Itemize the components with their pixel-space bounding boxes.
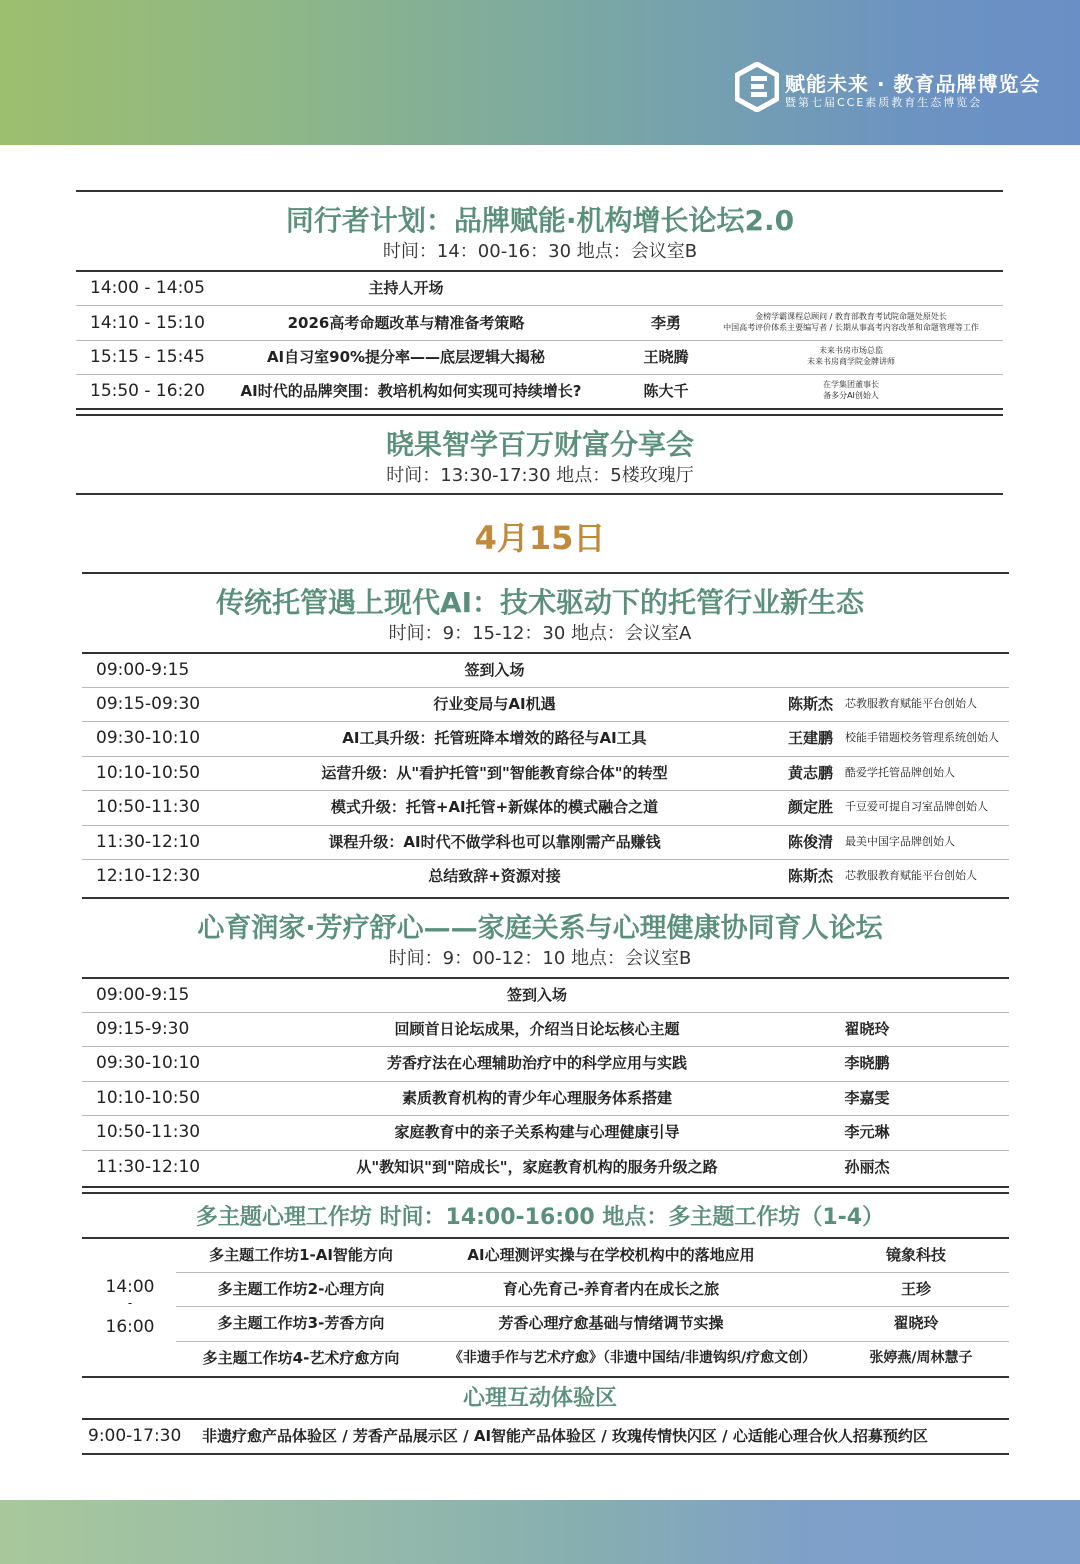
divider — [82, 572, 1009, 574]
row-topic: 2026高考命题改革与精准备考策略 — [287, 314, 525, 332]
row-time: 10:50-11:30 — [96, 1122, 201, 1142]
row-speaker: 李晓鹏 — [844, 1054, 890, 1072]
table-row — [82, 687, 1009, 721]
speaker-title: 未来书房市场总监 — [819, 346, 883, 355]
divider — [76, 493, 1003, 495]
row-time: 15:15 - 15:45 — [90, 347, 205, 367]
speaker-title: 最美中国字品牌创始人 — [845, 835, 955, 848]
section3-title: 传统托管遇上现代AI：技术驱动下的托管行业新生态 — [215, 586, 865, 619]
logo-hexagon-icon — [735, 62, 779, 112]
row-topic: 课程升级：AI时代不做学科也可以靠刚需产品赚钱 — [328, 833, 661, 851]
speaker-title: 酷爱学托管品牌创始人 — [845, 766, 955, 779]
workshop-name: 多主题工作坊1-AI智能方向 — [209, 1246, 393, 1264]
section1-title: 同行者计划：品牌赋能·机构增长论坛2.0 — [285, 204, 795, 237]
divider — [82, 897, 1009, 899]
table-row — [82, 653, 1009, 687]
table-row — [76, 271, 1003, 305]
row-topic: 运营升级：从"看护托管"到"智能教育综合体"的转型 — [321, 764, 668, 782]
row-topic: 素质教育机构的青少年心理服务体系搭建 — [401, 1089, 672, 1107]
row-time: 12:10-12:30 — [96, 866, 201, 886]
section2-title: 晓果智学百万财富分享会 — [385, 428, 694, 461]
table-row — [82, 1012, 1009, 1046]
header-subtitle: 暨第七届CCE素质教育生态博览会 — [785, 96, 983, 109]
workshop-name: 多主题工作坊3-芳香方向 — [217, 1314, 385, 1332]
table-row — [82, 978, 1009, 1012]
divider — [82, 1192, 1009, 1194]
workshop-topic: 育心先育己-养育者内在成长之旅 — [502, 1280, 720, 1298]
row-topic: AI时代的品牌突围：教培机构如何实现可持续增长? — [240, 382, 582, 400]
row-time: 09:30-10:10 — [96, 728, 201, 748]
experience-time: 9:00-17:30 — [88, 1426, 182, 1446]
row-time: 09:30-10:10 — [96, 1053, 201, 1073]
workshop-time-dash: - — [127, 1296, 133, 1310]
workshop-name: 多主题工作坊4-艺术疗愈方向 — [202, 1349, 400, 1367]
speaker-title: 中国高考评价体系主要编写者 / 长期从事高考内容改革和命题管理等工作 — [723, 323, 979, 332]
row-time: 11:30-12:10 — [96, 1157, 201, 1177]
row-speaker: 王建鹏 — [788, 729, 834, 747]
speaker-title: 未来书房商学院金牌讲师 — [807, 357, 895, 366]
section4-title: 心育润家·芳疗舒心——家庭关系与心理健康协同育人论坛 — [197, 913, 883, 944]
experience-content: 非遗疗愈产品体验区 / 芳香产品展示区 / AI智能产品体验区 / 玫瑰传情快闪区 / 心适能心理合伙人招募预约区 — [202, 1427, 928, 1445]
row-time: 14:10 - 15:10 — [90, 313, 205, 333]
row-time: 10:10-10:50 — [96, 1088, 201, 1108]
table-row — [82, 859, 1009, 893]
workshop-speaker: 翟晓玲 — [893, 1314, 939, 1332]
speaker-title-box — [701, 374, 1001, 408]
table-row — [82, 756, 1009, 790]
workshop-row — [176, 1306, 1009, 1340]
row-topic: 签到入场 — [464, 661, 525, 679]
table-row — [82, 1115, 1009, 1149]
speaker-title: 芯教服教育赋能平台创始人 — [845, 697, 977, 710]
row-time: 09:15-09:30 — [96, 694, 201, 714]
divider — [76, 190, 1003, 192]
speaker-title-box — [701, 340, 1001, 374]
workshop-time-start: 14:00 — [105, 1277, 155, 1297]
workshop-time-end: 16:00 — [105, 1317, 155, 1337]
row-topic: AI工具升级：托管班降本增效的路径与AI工具 — [342, 729, 647, 747]
table-row — [76, 340, 1003, 374]
row-topic: 芳香疗法在心理辅助治疗中的科学应用与实践 — [386, 1054, 687, 1072]
workshop-name: 多主题工作坊2-心理方向 — [217, 1280, 385, 1298]
row-speaker: 李元琳 — [844, 1123, 890, 1141]
speaker-title: 金榜学霸课程总顾问 / 教育部教育考试院命题处原处长 — [755, 312, 947, 321]
section3-info: 时间：9：15-12：30 地点：会议室A — [388, 623, 692, 644]
workshop-topic: 芳香心理疗愈基础与情绪调节实操 — [498, 1314, 724, 1332]
row-time: 14:00 - 14:05 — [90, 278, 205, 298]
row-speaker: 李勇 — [650, 314, 681, 332]
workshop-row — [176, 1341, 1009, 1375]
row-time: 11:30-12:10 — [96, 832, 201, 852]
speaker-title: 备多分AI创始人 — [823, 391, 879, 400]
speaker-title: 在学集团董事长 — [823, 380, 879, 389]
row-time: 09:00-9:15 — [96, 660, 190, 680]
row-time: 09:00-9:15 — [96, 985, 190, 1005]
table-row — [82, 790, 1009, 824]
row-topic: 回顾首日论坛成果，介绍当日论坛核心主题 — [394, 1020, 680, 1038]
workshop-row — [176, 1238, 1009, 1272]
section1-info: 时间：14：00-16：30 地点：会议室B — [382, 241, 698, 262]
date-heading: 4月15日 — [474, 519, 606, 557]
section6-title: 心理互动体验区 — [462, 1386, 617, 1411]
row-speaker: 陈斯杰 — [788, 867, 834, 885]
experience-row — [82, 1419, 1009, 1453]
row-topic: 总结致辞+资源对接 — [428, 867, 561, 885]
workshop-row — [176, 1272, 1009, 1306]
divider — [82, 1186, 1009, 1188]
workshop-topic: AI心理测评实操与在学校机构中的落地应用 — [467, 1246, 755, 1264]
row-speaker: 黄志鹏 — [788, 764, 834, 782]
row-speaker: 李嘉雯 — [844, 1089, 890, 1107]
row-topic: 从"教知识"到"陪成长"，家庭教育机构的服务升级之路 — [356, 1158, 718, 1176]
table-row — [82, 825, 1009, 859]
row-time: 09:15-9:30 — [96, 1019, 190, 1039]
row-speaker: 陈斯杰 — [788, 695, 834, 713]
table-row — [76, 306, 1003, 340]
header-band — [0, 0, 1080, 145]
row-topic: 签到入场 — [506, 986, 567, 1004]
table-row — [82, 1046, 1009, 1080]
table-row — [76, 374, 1003, 408]
table-row — [82, 1081, 1009, 1115]
header-title: 赋能未来 · 教育品牌博览会 — [785, 72, 1041, 96]
section5-title: 多主题心理工作坊 时间：14:00-16:00 地点：多主题工作坊（1-4） — [195, 1205, 885, 1230]
row-speaker: 陈大千 — [643, 382, 689, 400]
divider — [82, 1453, 1009, 1455]
speaker-title: 校能手错题校务管理系统创始人 — [845, 731, 999, 744]
row-speaker: 颜定胜 — [788, 798, 834, 816]
row-time: 10:10-10:50 — [96, 763, 201, 783]
row-time: 15:50 - 16:20 — [90, 381, 205, 401]
row-topic: 家庭教育中的亲子关系构建与心理健康引导 — [394, 1123, 680, 1141]
table-row — [82, 721, 1009, 755]
speaker-title: 千豆爱可提自习室品牌创始人 — [845, 800, 988, 813]
speaker-title-box — [701, 306, 1001, 340]
speaker-title: 芯教服教育赋能平台创始人 — [845, 869, 977, 882]
workshop-speaker: 镜象科技 — [885, 1246, 946, 1264]
row-topic: 模式升级：托管+AI托管+新媒体的模式融合之道 — [330, 798, 659, 816]
row-speaker: 翟晓玲 — [844, 1020, 890, 1038]
row-topic: AI自习室90%提分率——底层逻辑大揭秘 — [266, 348, 546, 366]
table-row — [82, 1150, 1009, 1184]
row-topic: 主持人开场 — [368, 279, 444, 297]
footer-band — [0, 1500, 1080, 1564]
section2-info: 时间：13:30-17:30 地点：5楼玫瑰厅 — [386, 465, 694, 486]
row-speaker: 王晓腾 — [643, 348, 689, 366]
divider — [76, 414, 1003, 416]
row-speaker: 陈俊清 — [788, 833, 834, 851]
event-logo — [735, 62, 1041, 114]
workshop-speaker: 王珍 — [900, 1280, 931, 1298]
workshop-speaker: 张婷燕/周林慧子 — [869, 1350, 973, 1366]
section4-info: 时间：9：00-12：10 地点：会议室B — [388, 948, 692, 969]
divider — [82, 1376, 1009, 1378]
workshop-topic: 《非遗手作与艺术疗愈》（非遗中国结/非遗钩织/疗愈文创） — [448, 1350, 817, 1366]
row-topic: 行业变局与AI机遇 — [433, 695, 556, 713]
divider — [76, 408, 1003, 410]
row-time: 10:50-11:30 — [96, 797, 201, 817]
row-speaker: 孙丽杰 — [844, 1158, 890, 1176]
